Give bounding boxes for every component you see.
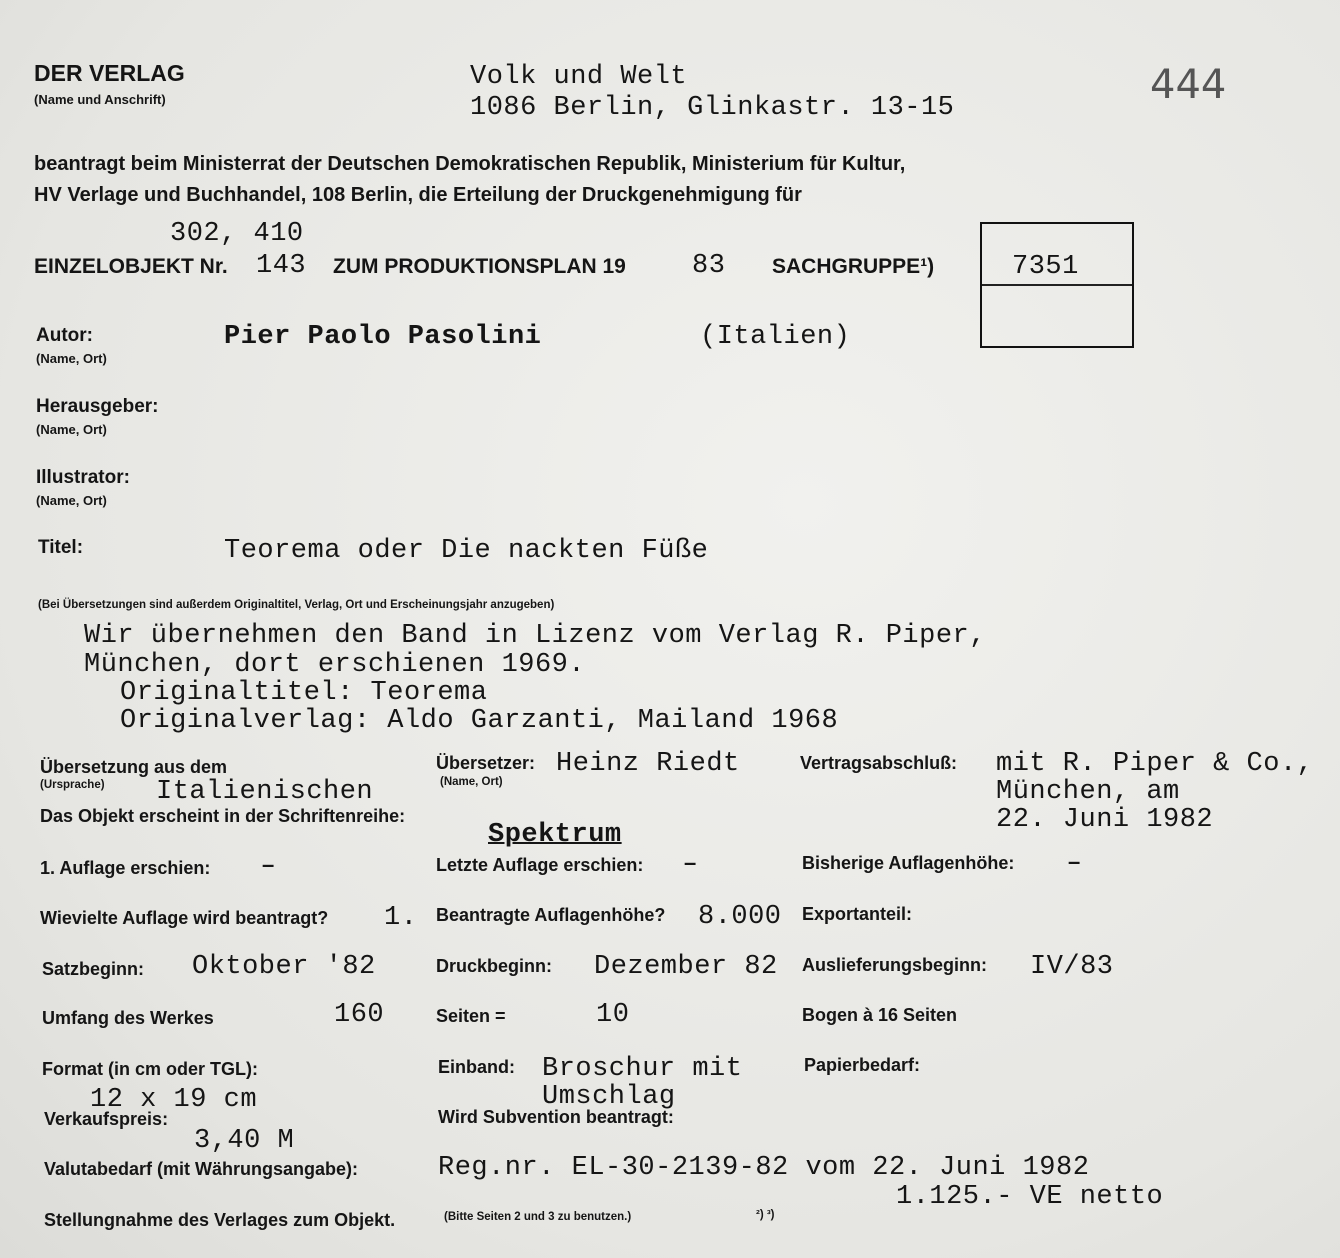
prev-edition-value: – — [1068, 849, 1081, 874]
file-number: 444 — [1150, 62, 1227, 108]
bogen-label: Bogen à 16 Seiten — [802, 1005, 958, 1025]
subvention-label: Wird Subvention beantragt: — [438, 1107, 674, 1127]
series-label: Das Objekt erscheint in der Schriftenreihe: — [40, 806, 406, 826]
original-publisher: Originalverlag: Aldo Garzanti, Mailand 1968 — [120, 706, 839, 736]
einzelobjekt-value: 143 — [256, 251, 307, 281]
author-value: Pier Paolo Pasolini — [224, 322, 542, 352]
publisher-name: Volk und Welt — [470, 62, 688, 92]
contract-line-1: mit R. Piper & Co., — [996, 749, 1314, 779]
title-label: Titel: — [38, 537, 84, 558]
einband-label: Einband: — [438, 1057, 515, 1077]
sachgruppe-box — [980, 222, 1134, 348]
seiten-label: Seiten = — [436, 1006, 506, 1026]
requested-run-label: Beantragte Auflagenhöhe? — [436, 905, 666, 925]
contract-line-3: 22. Juni 1982 — [996, 805, 1214, 835]
contract-label: Vertragsabschluß: — [800, 753, 958, 773]
which-edition-value: 1. — [384, 903, 418, 933]
statement-refs: ²) ³) — [756, 1209, 775, 1221]
druck-label: Druckbeginn: — [436, 956, 553, 976]
sachgruppe-label: SACHGRUPPE¹) — [772, 255, 935, 278]
currency-amount: 1.125.- VE netto — [896, 1182, 1164, 1212]
umfang-label: Umfang des Werkes — [42, 1008, 214, 1028]
price-label: Verkaufspreis: — [44, 1109, 169, 1129]
papier-label: Papierbedarf: — [804, 1055, 921, 1075]
einband-value-1: Broschur mit — [542, 1054, 743, 1084]
druck-value: Dezember 82 — [594, 952, 778, 982]
price-value: 3,40 M — [194, 1126, 295, 1156]
satz-value: Oktober '82 — [192, 952, 376, 982]
plan-label: ZUM PRODUKTIONSPLAN 19 — [333, 255, 626, 278]
illustrator-label: Illustrator: — [36, 467, 130, 488]
satz-label: Satzbeginn: — [42, 959, 144, 979]
author-label: Autor: — [36, 325, 93, 346]
einzelobjekt-label: EINZELOBJEKT Nr. — [34, 255, 228, 278]
translation-value: Italienischen — [156, 777, 374, 807]
last-edition-value: – — [684, 850, 697, 875]
translation-label: Übersetzung aus dem — [40, 757, 228, 777]
publisher-label: DER VERLAG — [34, 60, 185, 86]
bogen-value: 10 — [596, 1000, 630, 1030]
series-value: Spektrum — [488, 820, 622, 850]
format-label: Format (in cm oder TGL): — [42, 1059, 258, 1079]
auslief-value: IV/83 — [1030, 952, 1114, 982]
last-edition-label: Letzte Auflage erschien: — [436, 855, 644, 875]
umfang-value: 160 — [334, 1000, 385, 1030]
author-sub: (Name, Ort) — [36, 351, 107, 366]
export-label: Exportanteil: — [802, 904, 913, 924]
author-place: (Italien) — [700, 322, 851, 352]
title-value: Teorema oder Die nackten Füße — [224, 536, 709, 566]
translator-sub: (Name, Ort) — [440, 776, 503, 788]
currency-label: Valutabedarf (mit Währungsangabe): — [44, 1159, 359, 1179]
object-codes: 302, 410 — [170, 219, 304, 249]
sachgruppe-value: 7351 — [1012, 252, 1079, 282]
statement-label: Stellungnahme des Verlages zum Objekt. — [44, 1210, 396, 1230]
contract-line-2: München, am — [996, 777, 1180, 807]
publisher-address: 1086 Berlin, Glinkastr. 13-15 — [470, 93, 955, 123]
einband-value-2: Umschlag — [542, 1082, 676, 1112]
auslief-label: Auslieferungsbeginn: — [802, 955, 988, 975]
request-line-1: beantragt beim Ministerrat der Deutschen Demokratischen Republik, Ministerium für Kultur, — [34, 153, 906, 175]
editor-sub: (Name, Ort) — [36, 422, 107, 437]
statement-note: (Bitte Seiten 2 und 3 zu benutzen.) — [444, 1211, 632, 1223]
original-title: Originaltitel: Teorema — [120, 678, 488, 708]
publisher-sub: (Name und Anschrift) — [34, 92, 166, 107]
which-edition-label: Wievielte Auflage wird beantragt? — [40, 908, 329, 928]
title-note: (Bei Übersetzungen sind außerdem Originaltitel, Verlag, Ort und Erscheinungsjahr anzugeben) — [38, 599, 555, 611]
currency-reg: Reg.nr. EL-30-2139-82 vom 22. Juni 1982 — [438, 1153, 1090, 1183]
plan-year: 83 — [692, 251, 726, 281]
translation-sub: (Ursprache) — [40, 779, 105, 791]
translator-value: Heinz Riedt — [556, 749, 740, 779]
format-value: 12 x 19 cm — [90, 1085, 258, 1115]
first-edition-value: – — [262, 852, 275, 877]
illustrator-sub: (Name, Ort) — [36, 493, 107, 508]
requested-run-value: 8.000 — [698, 902, 782, 932]
license-line-2: München, dort erschienen 1969. — [84, 650, 586, 680]
first-edition-label: 1. Auflage erschien: — [40, 858, 211, 878]
translator-label: Übersetzer: — [436, 753, 536, 773]
request-line-2: HV Verlage und Buchhandel, 108 Berlin, die Erteilung der Druckgenehmigung für — [34, 184, 802, 206]
editor-label: Herausgeber: — [36, 396, 159, 417]
prev-edition-label: Bisherige Auflagenhöhe: — [802, 853, 1015, 873]
license-line-1: Wir übernehmen den Band in Lizenz vom Verlag R. Piper, — [84, 621, 986, 651]
